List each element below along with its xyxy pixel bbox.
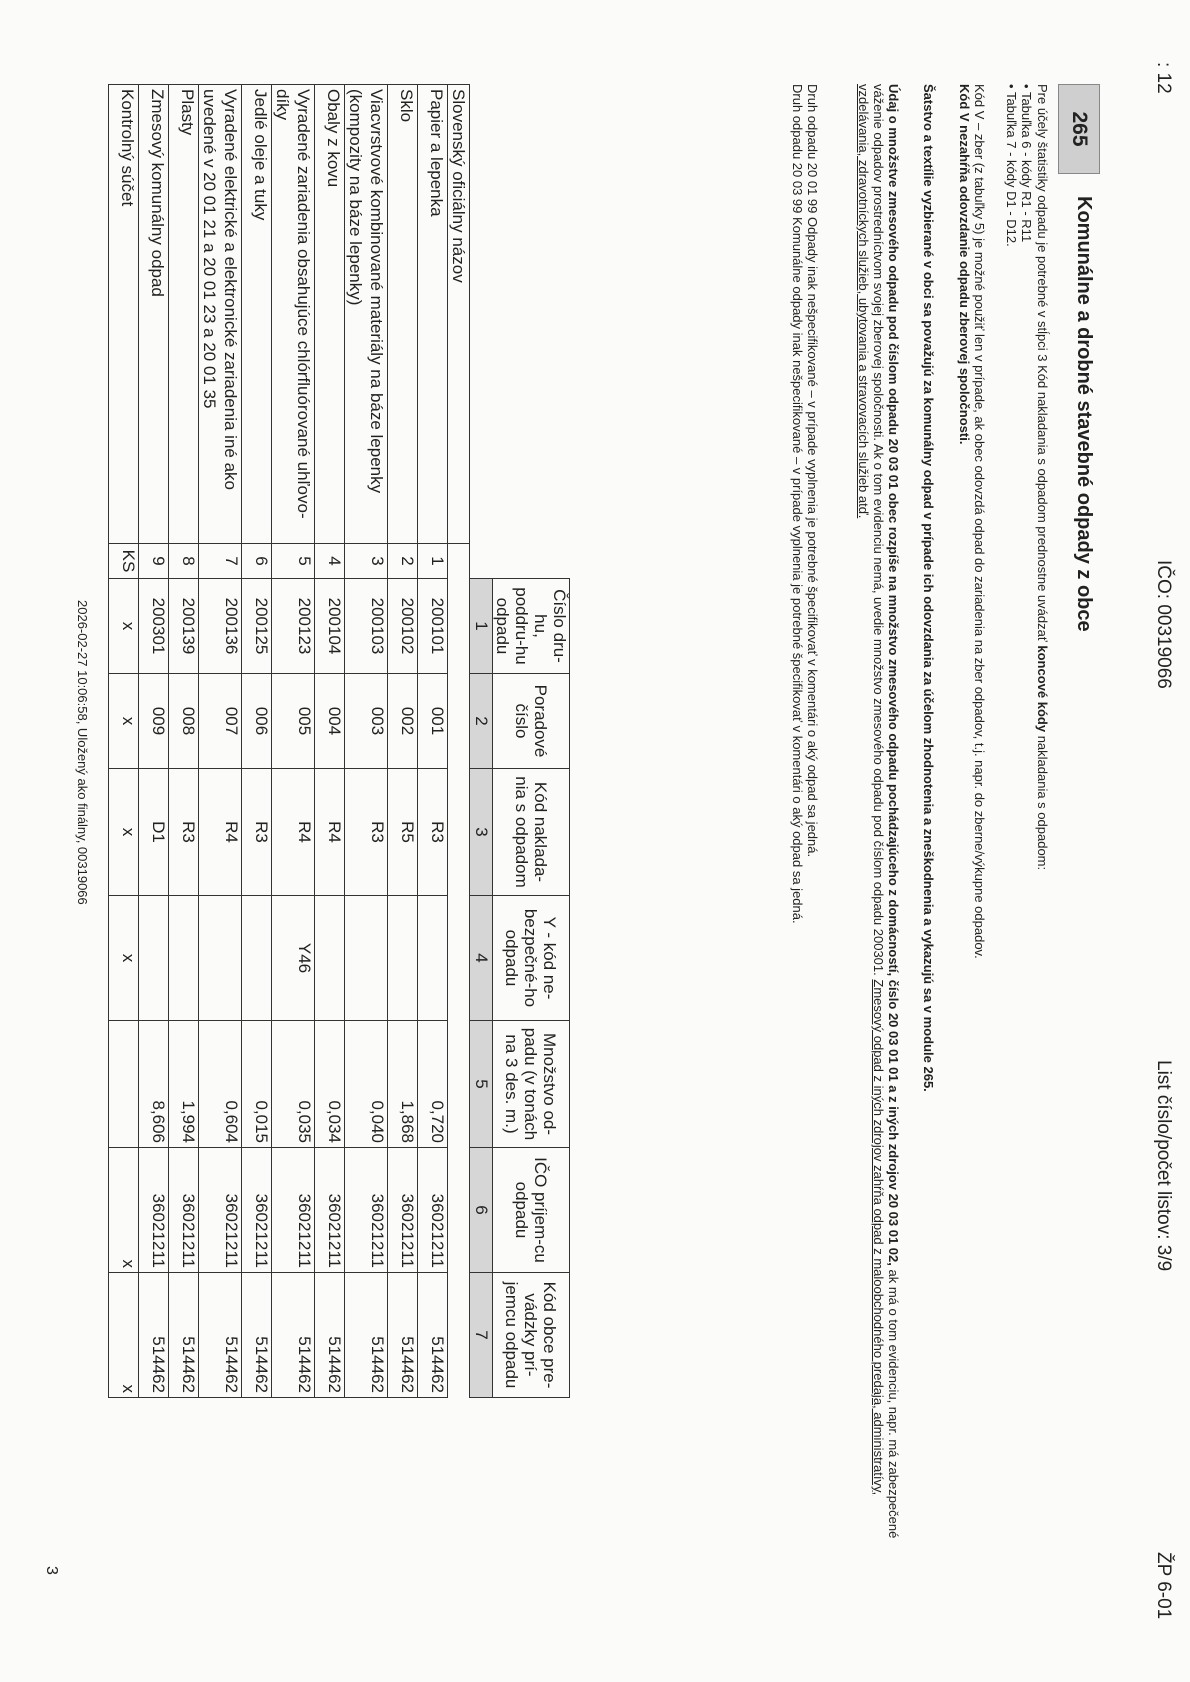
note-druh-200199: Druh odpadu 20 01 99 Odpady inak nešpecifikované – v prípade vyplnenia je potrebné špecifikovať v komentári o aký odpad sa jedná. [805, 84, 820, 858]
cell-col-1: 200101 [418, 579, 448, 674]
cell-col-7: 514462 [169, 1273, 199, 1398]
header-ico: IČO: 00319066 [1153, 560, 1174, 689]
cell-col-6: 36021211 [388, 1148, 418, 1273]
page-number: 3 [43, 1566, 60, 1575]
cell-col-4 [315, 896, 345, 1021]
col-number: 4 [470, 896, 493, 1021]
cell-col-2: 003 [345, 674, 388, 769]
row-number: 9 [139, 544, 169, 579]
footer-stamp: 2026-02-27 10:06:58, Uložený ako finálny, 00319066 [75, 600, 90, 905]
row-number: 7 [199, 544, 242, 579]
cell-col-7: 514462 [272, 1273, 315, 1398]
cell-col-2: 005 [272, 674, 315, 769]
cell-col-6: 36021211 [345, 1148, 388, 1273]
cell-col-7: 514462 [315, 1273, 345, 1398]
cell-col-3: R3 [242, 769, 272, 896]
row-waste-name: Sklo [388, 85, 418, 544]
cell-col-5 [109, 1021, 139, 1148]
cell-col-1: x [109, 579, 139, 674]
table-body [109, 85, 448, 1398]
cell-col-3: R4 [272, 769, 315, 896]
blank-header-cell [470, 85, 570, 579]
cell-col-1: 200123 [272, 579, 315, 674]
section-number-badge: 265 [1058, 84, 1100, 174]
cell-col-2: 002 [388, 674, 418, 769]
cell-col-7: 514462 [418, 1273, 448, 1398]
cell-col-2: x [109, 674, 139, 769]
cell-col-1: 200104 [315, 579, 345, 674]
row-number: 6 [242, 544, 272, 579]
col-header-5: Množstvo od-padu (v tonách na 3 des. m.) [493, 1021, 570, 1148]
row-waste-name: Kontrolný súčet [109, 85, 139, 544]
cell-col-3: R3 [169, 769, 199, 896]
table-row [109, 85, 139, 1398]
cell-col-7: 514462 [139, 1273, 169, 1398]
row-number: 3 [345, 544, 388, 579]
cell-col-3: x [109, 769, 139, 896]
row-number: 8 [169, 544, 199, 579]
col-number: 7 [470, 1273, 493, 1398]
cell-col-2: 007 [199, 674, 242, 769]
cell-col-3: D1 [139, 769, 169, 896]
cell-col-4 [169, 896, 199, 1021]
row-waste-name: Jedlé oleje a tuky [242, 85, 272, 544]
cell-col-3: R3 [418, 769, 448, 896]
cell-col-6: 36021211 [169, 1148, 199, 1273]
cell-col-6: 36021211 [315, 1148, 345, 1273]
cell-col-6: 36021211 [139, 1148, 169, 1273]
cell-col-1: 200125 [242, 579, 272, 674]
table-row [139, 85, 169, 1398]
row-waste-name: Zmesový komunálny odpad [139, 85, 169, 544]
cell-col-3: R4 [315, 769, 345, 896]
col-number: 2 [470, 674, 493, 769]
col-number: 1 [470, 579, 493, 674]
row-number: 2 [388, 544, 418, 579]
row-waste-name: Vyradené elektrické a elektronické zariadenia iné ako uvedené v 20 01 21 a 20 01 23 a 20 01 35 [199, 85, 242, 544]
cell-col-1: 200139 [169, 579, 199, 674]
cell-col-3: R3 [345, 769, 388, 896]
row-waste-name: Vyradené zariadenia obsahujúce chlórfluórované uhľovo-díky [272, 85, 315, 544]
cell-col-5: 0,040 [345, 1021, 388, 1148]
cell-col-7: 514462 [345, 1273, 388, 1398]
cell-col-5: 0,035 [272, 1021, 315, 1148]
col-header-6: IČO príjem-cu odpadu [493, 1148, 570, 1273]
col-header-1: Číslo dru-hu, poddru-hu odpadu [493, 579, 570, 674]
cell-col-3: R4 [199, 769, 242, 896]
col-header-4: Y - kód ne-bezpečné-ho odpadu [493, 896, 570, 1021]
col-number: 5 [470, 1021, 493, 1148]
cell-col-1: 200102 [388, 579, 418, 674]
cell-col-6: 36021211 [242, 1148, 272, 1273]
cell-col-6: x [109, 1148, 139, 1273]
cell-col-7: x [109, 1273, 139, 1398]
col-number: 6 [470, 1148, 493, 1273]
row-waste-name: Plasty [169, 85, 199, 544]
note-zmesovy-odpad: Údaj o množstve zmesového odpadu pod číslom odpadu 20 03 01 obec rozpíše na množstvo zmesového odpadu pochádzajúceho z domácností, číslo 20 03 01 01 a z iných zdrojov 20 03 01 02, ak má o tom evidenciu, napr. má zabezpečené váženie odpadov prostredníctvom svojej zberovej spoločnosti. Ak o tom evidenciu nemá, uvedie množstvo zmesového odpadu pod číslom odpadu 200301. Zmesový odpad z iných zdrojov zahŕňa odpad z maloobchodného predaja, administratívy, vzdelávania, zdravotníckych služieb, ubytovania a stravovacích služieb atď. [856, 84, 901, 1539]
cell-col-2: 004 [315, 674, 345, 769]
table-row [169, 85, 199, 1398]
cell-col-5: 0,604 [199, 1021, 242, 1148]
cell-col-5: 0,720 [418, 1021, 448, 1148]
cell-col-5: 1,868 [388, 1021, 418, 1148]
cell-col-4 [199, 896, 242, 1021]
table-row [345, 85, 388, 1398]
table-row [388, 85, 418, 1398]
intro-bold: koncové kódy [1035, 645, 1050, 733]
cell-col-5: 8,606 [139, 1021, 169, 1148]
cell-col-4: Y46 [272, 896, 315, 1021]
note-kod-v: Kód V – zber (z tabuľky 5) je možné použiť len v prípade, ak obec odovzdá odpad do zariadenia na zber odpadov, t.j. napr. do zberne/výkupne odpadov. [972, 84, 987, 959]
cell-col-4 [418, 896, 448, 1021]
cell-col-1: 200136 [199, 579, 242, 674]
cell-col-4 [345, 896, 388, 1021]
row-waste-name: Viacvrstvové kombinované materiály na báze lepenky (kompozity na báze lepenky) [345, 85, 388, 544]
cell-col-4 [139, 896, 169, 1021]
cell-col-1: 200301 [139, 579, 169, 674]
header-sheet-count: List číslo/počet listov: 3/9 [1153, 1060, 1174, 1272]
row-number: 4 [315, 544, 345, 579]
table-row [199, 85, 242, 1398]
cell-col-5: 0,034 [315, 1021, 345, 1148]
table-row [418, 85, 448, 1398]
row-number: 5 [272, 544, 315, 579]
row-waste-name: Papier a lepenka [418, 85, 448, 544]
intro-text: Pre účely štatistiky odpadu je potrebné v stĺpci 3 Kód nakladania s odpadom prednostne uvádzať koncové kódy nakladania s odpadom: [1035, 84, 1050, 871]
cell-col-5: 0,015 [242, 1021, 272, 1148]
cell-col-5: 1,994 [169, 1021, 199, 1148]
name-header-spacer [448, 544, 470, 1398]
note-druh-200399: Druh odpadu 20 03 99 Komunálne odpady inak nešpecifikované – v prípade vyplnenia je potrebné špecifikovať v komentári o aký odpad sa jedná. [790, 84, 805, 924]
intro-bullet-1: • Tabuľka 6 - kódy R1 - R11 [1019, 84, 1034, 243]
table-row [242, 85, 272, 1398]
name-column-header: Slovenský oficiálny názov [448, 85, 470, 544]
row-number: KS [109, 544, 139, 579]
row-waste-name: Obaly z kovu [315, 85, 345, 544]
cell-col-7: 514462 [199, 1273, 242, 1398]
cell-col-2: 009 [139, 674, 169, 769]
row-number: 1 [418, 544, 448, 579]
cell-col-6: 36021211 [272, 1148, 315, 1273]
cell-col-7: 514462 [388, 1273, 418, 1398]
cell-col-4 [242, 896, 272, 1021]
waste-table [108, 84, 570, 1398]
header-form-code: ŽP 6-01 [1153, 1552, 1174, 1620]
cell-col-3: R5 [388, 769, 418, 896]
cell-col-2: 008 [169, 674, 199, 769]
cell-col-2: 006 [242, 674, 272, 769]
cell-col-6: 36021211 [199, 1148, 242, 1273]
table-row [272, 85, 315, 1398]
cell-col-4: x [109, 896, 139, 1021]
cell-col-7: 514462 [242, 1273, 272, 1398]
cell-col-6: 36021211 [418, 1148, 448, 1273]
col-header-3: Kód naklada-nia s odpadom [493, 769, 570, 896]
col-header-7: Kód obce pre-vádzky prí-jemcu odpadu [493, 1273, 570, 1398]
intro-bullet-2: • Tabuľka 7 - kódy D1 - D12. [1004, 84, 1019, 247]
cell-col-1: 200103 [345, 579, 388, 674]
note-satstvo: Šatstvo a textílie vyzbierané v obci sa považujú za komunálny odpad v prípade ich odovzdania za účelom zhodnotenia a zneškodnenia a vykazujú sa v module 265. [921, 84, 936, 1092]
col-header-2: Poradové číslo [493, 674, 570, 769]
cell-col-4 [388, 896, 418, 1021]
section-title: Komunálne a drobné stavebné odpady z obce [1073, 196, 1095, 632]
table-row [315, 85, 345, 1398]
col-number: 3 [470, 769, 493, 896]
header-left: : 12 [1153, 62, 1174, 94]
note-kod-v-bold: Kód V nezahŕňa odovzdanie odpadu zberovej spoločnosti. [957, 84, 972, 445]
cell-col-2: 001 [418, 674, 448, 769]
